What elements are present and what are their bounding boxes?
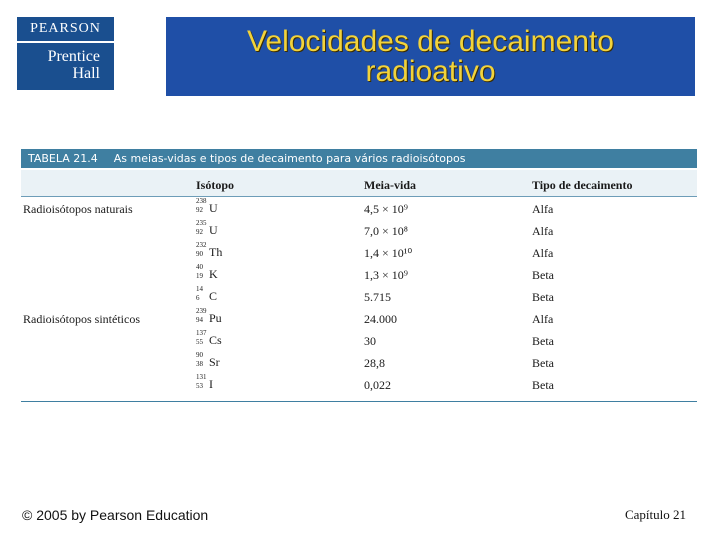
- decay-type-value: Alfa: [532, 202, 554, 216]
- group-label: Radioisótopos sintéticos: [23, 312, 140, 326]
- table-caption: [21, 149, 697, 168]
- isotope-cell: [196, 351, 336, 373]
- mass-number: 137: [196, 329, 207, 337]
- isotope-cell: [196, 307, 336, 329]
- table-row: [21, 373, 697, 395]
- half-life-value: 4,5 × 10⁹: [364, 202, 408, 216]
- atomic-number: 92: [196, 228, 203, 236]
- slide-title-line1: Velocidades de decaimento: [247, 24, 614, 58]
- table-row: [21, 219, 697, 241]
- isotope-cell: [196, 197, 336, 219]
- atomic-number: 94: [196, 316, 203, 324]
- isotope-cell: [196, 373, 336, 395]
- element-symbol: C: [209, 289, 218, 303]
- mass-number: 131: [196, 373, 207, 381]
- logo-brand: PEARSON: [17, 17, 114, 43]
- table-row: [21, 241, 697, 263]
- half-life-value: 7,0 × 10⁸: [364, 224, 408, 238]
- table-row: [21, 351, 697, 373]
- decay-type-value: Beta: [532, 356, 554, 370]
- isotope-cell: [196, 263, 336, 285]
- mass-number: 40: [196, 263, 203, 271]
- table-number: TABELA 21.4: [28, 152, 98, 165]
- mass-number: 235: [196, 219, 207, 227]
- decay-type-value: Beta: [532, 378, 554, 392]
- atomic-number: 6: [196, 294, 200, 302]
- half-life-value: 5.715: [364, 290, 391, 304]
- table-header-row: [21, 170, 697, 197]
- table-row: [21, 263, 697, 285]
- atomic-number: 55: [196, 338, 203, 346]
- table-row: [21, 197, 697, 219]
- mass-number: 239: [196, 307, 207, 315]
- mass-number: 238: [196, 197, 207, 205]
- isotope-cell: [196, 219, 336, 241]
- half-life-value: 1,4 × 10¹⁰: [364, 246, 413, 260]
- pearson-prentice-hall-logo: [17, 17, 114, 90]
- decay-type-value: Alfa: [532, 246, 554, 260]
- decay-type-value: Alfa: [532, 312, 554, 326]
- element-symbol: Cs: [209, 333, 222, 347]
- atomic-number: 38: [196, 360, 203, 368]
- decay-type-value: Alfa: [532, 224, 554, 238]
- element-symbol: Sr: [209, 355, 220, 369]
- copyright-footer: © 2005 by Pearson Education: [22, 507, 209, 523]
- slide-title-banner: [166, 17, 695, 96]
- table-body: [21, 197, 697, 402]
- logo-line1: Prentice: [47, 48, 100, 65]
- decay-type-value: Beta: [532, 334, 554, 348]
- atomic-number: 53: [196, 382, 203, 390]
- decay-type-value: Beta: [532, 268, 554, 282]
- header-decay-type: Tipo de decaimento: [532, 178, 633, 192]
- atomic-number: 92: [196, 206, 203, 214]
- mass-number: 90: [196, 351, 203, 359]
- half-life-value: 24.000: [364, 312, 397, 326]
- mass-number: 14: [196, 285, 203, 293]
- group-label: Radioisótopos naturais: [23, 202, 133, 216]
- element-symbol: Pu: [209, 311, 222, 325]
- isotope-cell: [196, 329, 336, 351]
- header-isotope: Isótopo: [196, 178, 235, 192]
- half-life-value: 0,022: [364, 378, 391, 392]
- element-symbol: K: [209, 267, 218, 281]
- half-life-value: 28,8: [364, 356, 385, 370]
- table-row: [21, 285, 697, 307]
- mass-number: 232: [196, 241, 207, 249]
- atomic-number: 90: [196, 250, 203, 258]
- atomic-number: 19: [196, 272, 203, 280]
- half-life-value: 1,3 × 10⁹: [364, 268, 408, 282]
- decay-type-value: Beta: [532, 290, 554, 304]
- table-caption-text: As meias-vidas e tipos de decaimento para vários radioisótopos: [113, 152, 466, 165]
- isotope-cell: [196, 241, 336, 263]
- isotope-cell: [196, 285, 336, 307]
- header-half-life: Meia-vida: [364, 178, 416, 192]
- chapter-footer: Capítulo 21: [624, 507, 686, 522]
- logo-line2: Hall: [72, 65, 100, 82]
- element-symbol: U: [209, 223, 218, 237]
- half-life-value: 30: [364, 334, 376, 348]
- slide-title-line2: radioativo: [365, 54, 496, 88]
- table-row: [21, 307, 697, 329]
- element-symbol: U: [209, 201, 218, 215]
- element-symbol: I: [209, 377, 213, 391]
- element-symbol: Th: [209, 245, 223, 259]
- table-row: [21, 329, 697, 351]
